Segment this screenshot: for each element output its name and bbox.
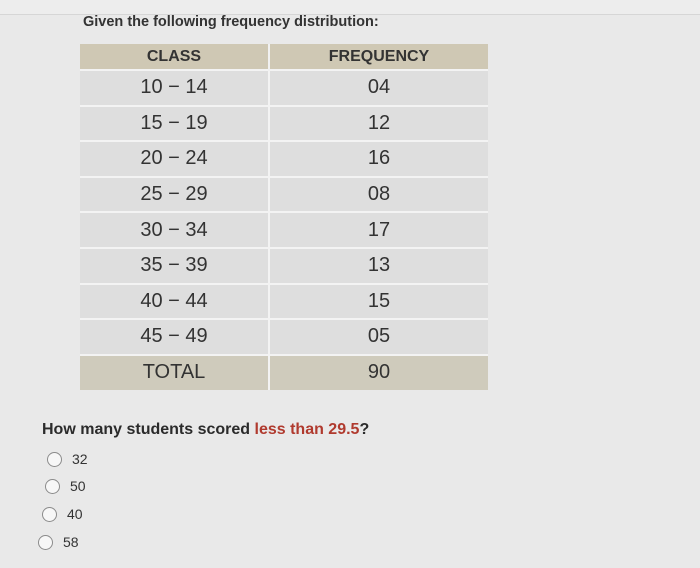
frequency-cell: 04	[269, 70, 488, 106]
class-cell: 30 − 34	[80, 212, 269, 248]
option-label: 40	[67, 506, 83, 522]
answer-option-2[interactable]	[45, 478, 86, 494]
table-row	[80, 106, 488, 142]
question-end: ?	[359, 421, 370, 438]
frequency-cell: 08	[269, 177, 488, 213]
column-header-class: CLASS	[80, 44, 269, 70]
column-header-frequency: FREQUENCY	[269, 44, 488, 70]
frequency-cell: 12	[269, 106, 488, 142]
frequency-cell: 17	[269, 212, 488, 248]
option-label: 50	[70, 478, 86, 494]
question-text	[42, 421, 369, 439]
question-highlight: less than 29.5	[254, 421, 360, 438]
top-strip	[0, 0, 700, 15]
total-row	[80, 355, 488, 390]
table-row	[80, 141, 488, 177]
radio-button[interactable]	[47, 452, 62, 467]
table-row	[80, 212, 488, 248]
table-row	[80, 70, 488, 106]
option-label: 32	[72, 451, 88, 467]
radio-button[interactable]	[45, 479, 60, 494]
frequency-cell: 13	[269, 248, 488, 284]
table-row	[80, 319, 488, 355]
class-cell: 25 − 29	[80, 177, 269, 213]
radio-button[interactable]	[42, 507, 57, 522]
question-lead: How many students scored	[42, 421, 255, 438]
frequency-table	[80, 44, 488, 390]
answer-option-1[interactable]	[47, 451, 88, 467]
table-row	[80, 177, 488, 213]
radio-button[interactable]	[38, 535, 53, 550]
table-row	[80, 284, 488, 320]
total-value: 90	[269, 355, 488, 390]
frequency-cell: 16	[269, 141, 488, 177]
class-cell: 20 − 24	[80, 141, 269, 177]
answer-option-4[interactable]	[38, 534, 79, 550]
table-header-row	[80, 44, 488, 70]
frequency-cell: 15	[269, 284, 488, 320]
class-cell: 45 − 49	[80, 319, 269, 355]
class-cell: 40 − 44	[80, 284, 269, 320]
class-cell: 15 − 19	[80, 106, 269, 142]
total-label: TOTAL	[80, 355, 269, 390]
table-row	[80, 248, 488, 284]
frequency-cell: 05	[269, 319, 488, 355]
option-label: 58	[63, 534, 79, 550]
class-cell: 10 − 14	[80, 70, 269, 106]
answer-option-3[interactable]	[42, 506, 83, 522]
prompt-text: Given the following frequency distribution:	[83, 14, 379, 30]
class-cell: 35 − 39	[80, 248, 269, 284]
